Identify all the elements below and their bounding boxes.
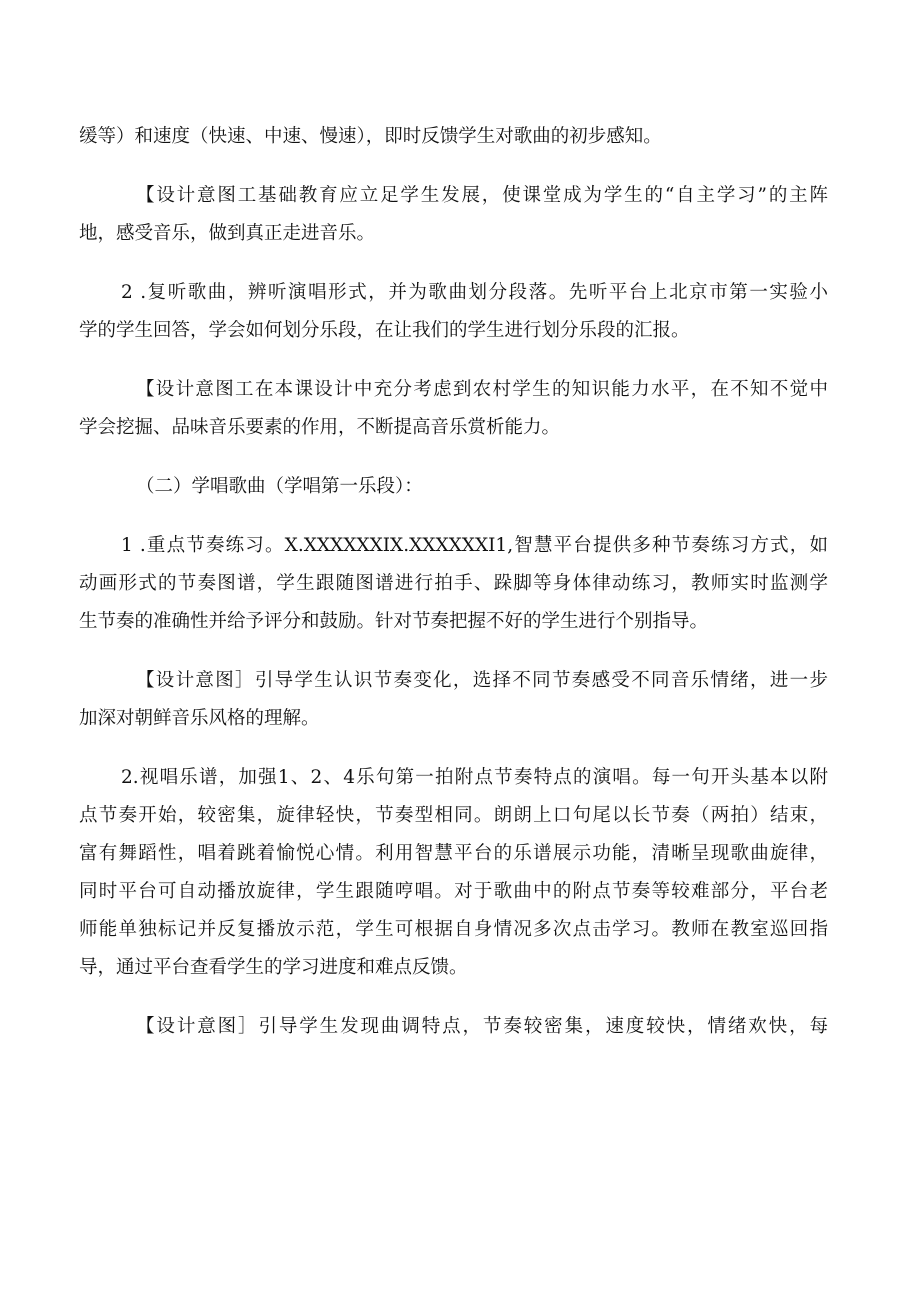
paragraph-design-intent-2 [79, 371, 828, 447]
text-line: 2 .复听歌曲，辨听演唱形式，并为歌曲划分段落。先听平台上北京市第一实验小 [121, 282, 828, 303]
text-line: 动画形式的节奏图谱，学生跟随图谱进行拍手、跺脚等身体律动练习，教师实时监测学 [79, 573, 828, 594]
text-line: 【设计意图工基础教育应立足学生发展，使课堂成为学生的“自主学习”的主阵 [136, 185, 828, 206]
text-line: 生节奏的准确性并给予评分和鼓励。针对节奏把握不好的学生进行个别指导。 [79, 611, 709, 632]
text-line: 加深对朝鲜音乐风格的理解。 [79, 708, 320, 729]
text-line: 地，感受音乐，做到真正走进音乐。 [79, 223, 376, 244]
paragraph-design-intent-4 [79, 1008, 828, 1046]
text-line: 2.视唱乐谱，加强1、2、4乐句第一拍附点节奏特点的演唱。每一句开头基本以附 [121, 767, 828, 788]
paragraph-design-intent-3 [79, 662, 828, 738]
paragraph-relisten-song [79, 274, 828, 350]
text-line: 缓等）和速度（快速、中速、慢速），即时反馈学生对歌曲的初步感知。 [79, 126, 662, 147]
text-line: 富有舞蹈性，唱着跳着愉悦心情。利用智慧平台的乐谱展示功能，清晰呈现歌曲旋律， [79, 843, 828, 864]
text-line: 1 .重点节奏练习。X.XXXXXXIX.XXXXXXI1,智慧平台提供多种节奏练习方式，如 [121, 535, 828, 556]
text-line: 学会挖掘、品味音乐要素的作用，不断提高音乐赏析能力。 [79, 417, 561, 438]
text-line: 【设计意图］引导学生认识节奏变化，选择不同节奏感受不同音乐情绪，进一步 [136, 670, 828, 691]
paragraph-feedback-continuation [79, 118, 828, 156]
text-line: 同时平台可自动播放旋律，学生跟随哼唱。对于歌曲中的附点节奏等较难部分，平台老 [79, 881, 828, 902]
text-line: 【设计意图工在本课设计中充分考虑到农村学生的知识能力水平，在不知不觉中 [136, 379, 828, 400]
paragraph-sight-singing [79, 759, 828, 987]
paragraph-rhythm-practice [79, 527, 828, 641]
paragraph-design-intent-1 [79, 177, 828, 253]
text-line: 【设计意图］引导学生发现曲调特点，节奏较密集，速度较快，情绪欢快，每 [136, 1016, 828, 1037]
text-line: 导，通过平台查看学生的学习进度和难点反馈。 [79, 957, 468, 978]
text-line: 点节奏开始，较密集，旋律轻快，节奏型相同。朗朗上口句尾以长节奏（两拍）结束， [79, 805, 828, 826]
text-line: （二）学唱歌曲（学唱第一乐段）： [136, 476, 423, 497]
text-line: 师能单独标记并反复播放示范，学生可根据自身情况多次点击学习。教师在教室巡回指 [79, 919, 828, 940]
section-heading-learn-song [79, 468, 828, 506]
text-line: 学的学生回答，学会如何划分乐段，在让我们的学生进行划分乐段的汇报。 [79, 320, 690, 341]
